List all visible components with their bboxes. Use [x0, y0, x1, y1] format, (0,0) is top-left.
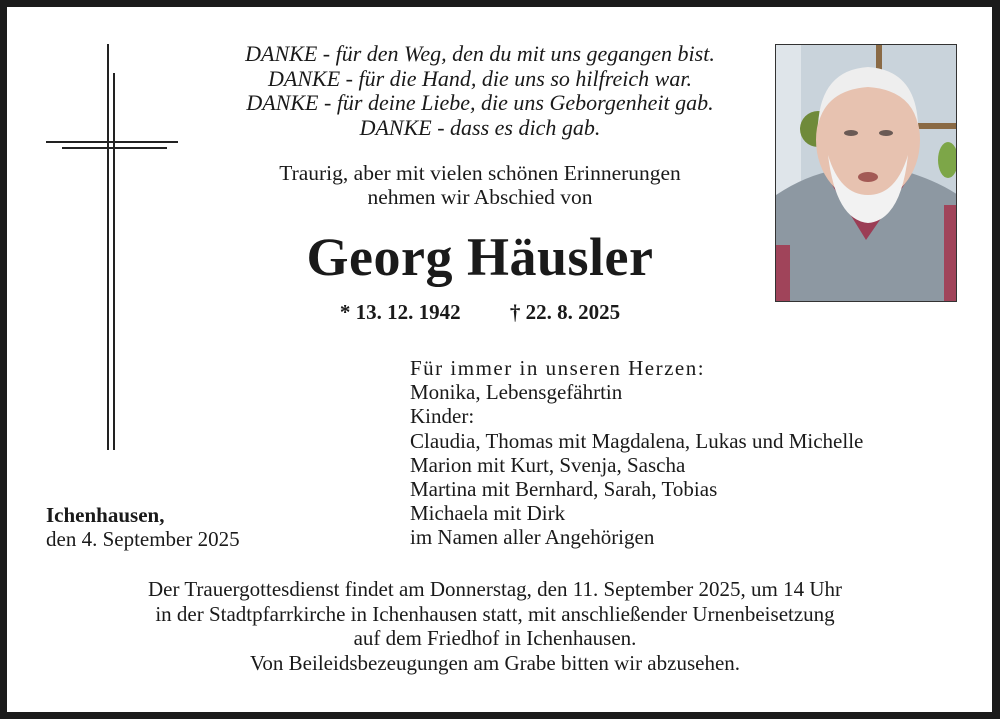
mourners-heading: Für immer in unseren Herzen:	[410, 356, 706, 380]
mourner-line: Michaela mit Dirk	[410, 501, 566, 526]
verse-line: DANKE - für deine Liebe, die uns Geborgenheit gab.	[246, 90, 714, 115]
place: Ichenhausen,	[46, 503, 165, 527]
mourner-line: Kinder:	[410, 404, 475, 429]
service-line: Der Trauergottesdienst findet am Donnerstag, den 11. September 2025, um 14 Uhr	[147, 577, 843, 601]
notice-date: den 4. September 2025	[46, 527, 240, 552]
portrait-photo	[775, 44, 957, 302]
birth-date: * 13. 12. 1942	[339, 300, 461, 324]
service-info	[30, 577, 960, 675]
mourners-list	[410, 356, 863, 550]
verse-line: DANKE - dass es dich gab.	[359, 114, 601, 140]
place-date	[46, 503, 240, 551]
intro-text	[170, 161, 790, 209]
verse-line: DANKE - für die Hand, die uns so hilfreich war.	[268, 65, 692, 91]
thanks-verse	[170, 42, 790, 140]
mourner-line: im Namen aller Angehörigen	[410, 525, 655, 550]
life-dates	[170, 300, 790, 325]
service-line: auf dem Friedhof in Ichenhausen.	[353, 626, 637, 650]
death-date: † 22. 8. 2025	[509, 300, 621, 324]
intro-line: nehmen wir Abschied von	[367, 185, 593, 209]
service-line: in der Stadtpfarrkirche in Ichenhausen statt, mit anschließender Urnenbeisetzung	[155, 601, 835, 626]
cross-icon	[40, 40, 185, 455]
service-line: Von Beileidsbezeugungen am Grabe bitten wir abzusehen.	[249, 650, 741, 675]
mourner-line: Claudia, Thomas mit Magdalena, Lukas und Michelle	[410, 428, 864, 453]
verse-line: DANKE - für den Weg, den du mit uns gegangen bist.	[245, 41, 715, 66]
mourner-line: Marion mit Kurt, Svenja, Sascha	[410, 452, 686, 477]
deceased-name: Georg Häusler	[306, 227, 654, 287]
intro-line: Traurig, aber mit vielen schönen Erinnerungen	[279, 161, 681, 185]
mourner-line: Martina mit Bernhard, Sarah, Tobias	[410, 477, 718, 502]
mourner-line: Monika, Lebensgefährtin	[410, 380, 623, 405]
